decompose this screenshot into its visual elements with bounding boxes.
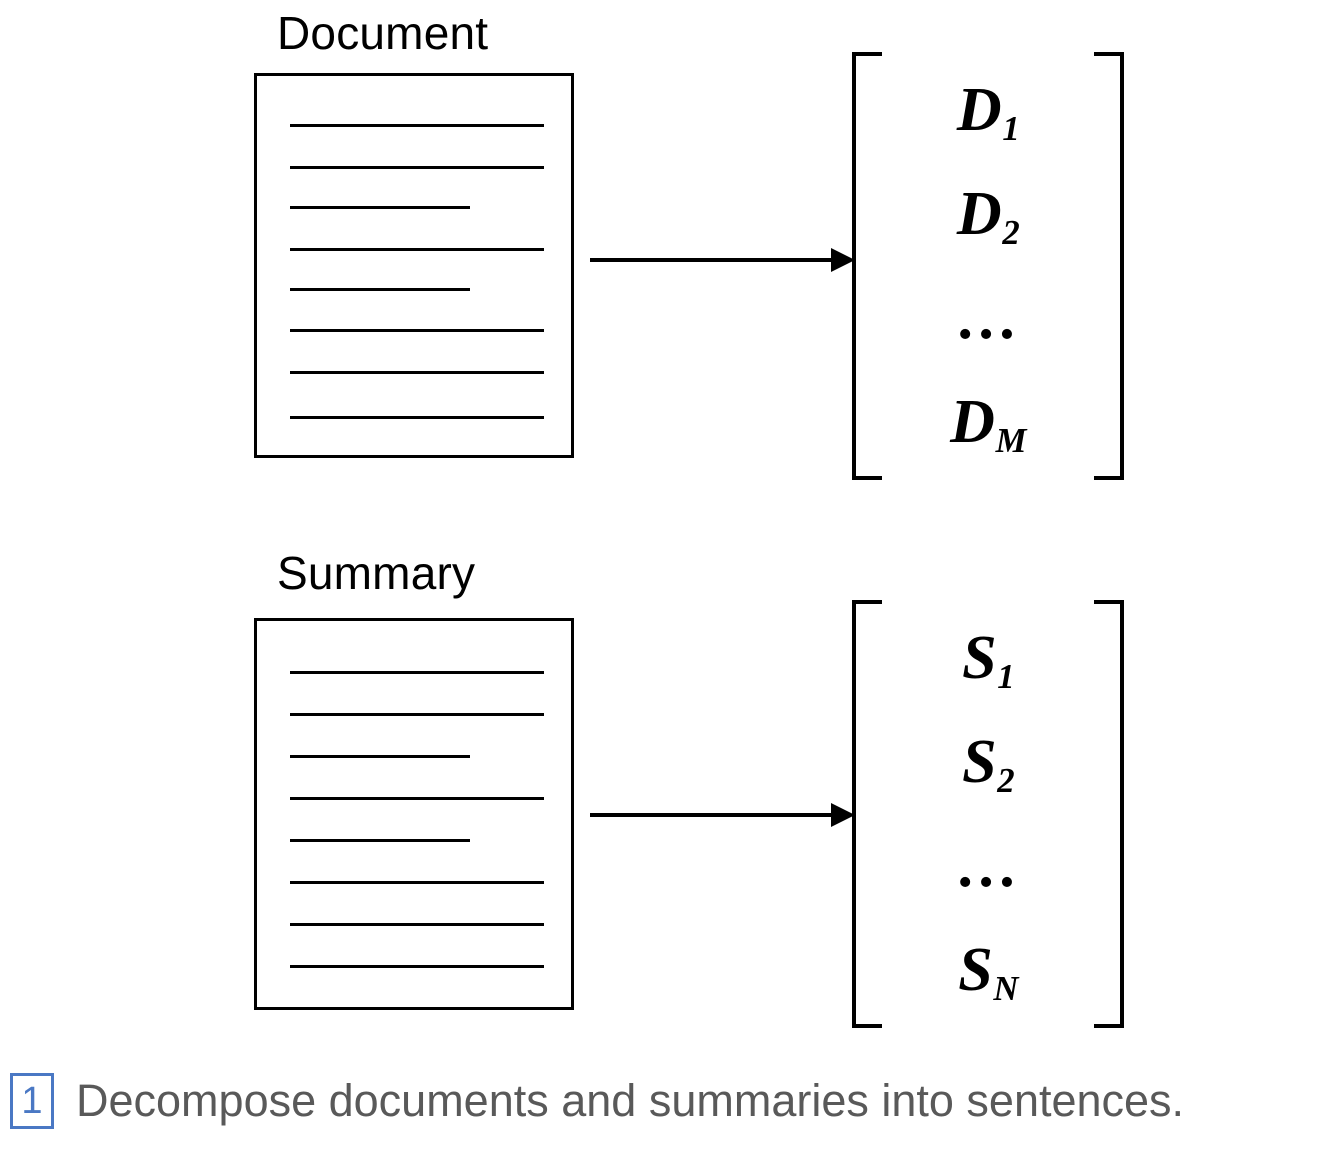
document-text-line bbox=[290, 248, 544, 251]
document-page bbox=[254, 73, 574, 458]
summary-text-line bbox=[290, 671, 544, 674]
document-sentence-vector bbox=[852, 52, 1124, 480]
document-text-line bbox=[290, 288, 470, 291]
vector-ellipsis: … bbox=[955, 832, 1021, 900]
document-vector-items bbox=[882, 52, 1094, 480]
vector-element-base: S bbox=[962, 624, 997, 692]
summary-text-line bbox=[290, 713, 544, 716]
vector-element-subscript: M bbox=[995, 421, 1027, 461]
vector-element-base: D bbox=[956, 180, 1002, 248]
document-text-line bbox=[290, 206, 470, 209]
vector-element-s1 bbox=[962, 624, 1015, 697]
right-bracket bbox=[1094, 600, 1124, 1028]
arrow-right-icon bbox=[590, 240, 855, 280]
document-text-line bbox=[290, 371, 544, 374]
summary-text-line bbox=[290, 881, 544, 884]
vector-element-subscript: 2 bbox=[1002, 213, 1020, 253]
right-bracket bbox=[1094, 52, 1124, 480]
vector-element-dm bbox=[950, 388, 1027, 461]
left-bracket bbox=[852, 600, 882, 1028]
summary-text-line bbox=[290, 923, 544, 926]
summary-vector-items bbox=[882, 600, 1094, 1028]
document-text-line bbox=[290, 329, 544, 332]
summary-text-line bbox=[290, 797, 544, 800]
arrow-right-icon bbox=[590, 795, 855, 835]
document-title: Document bbox=[277, 7, 489, 59]
vector-element-base: D bbox=[956, 76, 1002, 144]
vector-element-sn bbox=[958, 936, 1019, 1009]
summary-title: Summary bbox=[277, 547, 476, 599]
summary-text-line bbox=[290, 965, 544, 968]
vector-element-base: S bbox=[962, 728, 997, 796]
vector-element-base: D bbox=[950, 388, 995, 456]
step-badge: 1 bbox=[10, 1073, 54, 1129]
summary-text-line bbox=[290, 755, 470, 758]
vector-element-s2 bbox=[962, 728, 1015, 801]
vector-element-subscript: 2 bbox=[997, 761, 1015, 801]
vector-element-subscript: N bbox=[993, 969, 1019, 1009]
summary-text-line bbox=[290, 839, 470, 842]
summary-page bbox=[254, 618, 574, 1010]
vector-element-subscript: 1 bbox=[1002, 109, 1020, 149]
document-text-line bbox=[290, 416, 544, 419]
left-bracket bbox=[852, 52, 882, 480]
caption bbox=[10, 1073, 1184, 1129]
document-text-line bbox=[290, 166, 544, 169]
vector-element-base: S bbox=[958, 936, 993, 1004]
vector-element-subscript: 1 bbox=[997, 657, 1015, 697]
caption-text: Decompose documents and summaries into sentences. bbox=[76, 1075, 1185, 1126]
vector-element-d1 bbox=[956, 76, 1020, 149]
summary-sentence-vector bbox=[852, 600, 1124, 1028]
document-text-line bbox=[290, 124, 544, 127]
vector-ellipsis: … bbox=[955, 284, 1021, 352]
vector-element-d2 bbox=[956, 180, 1020, 253]
